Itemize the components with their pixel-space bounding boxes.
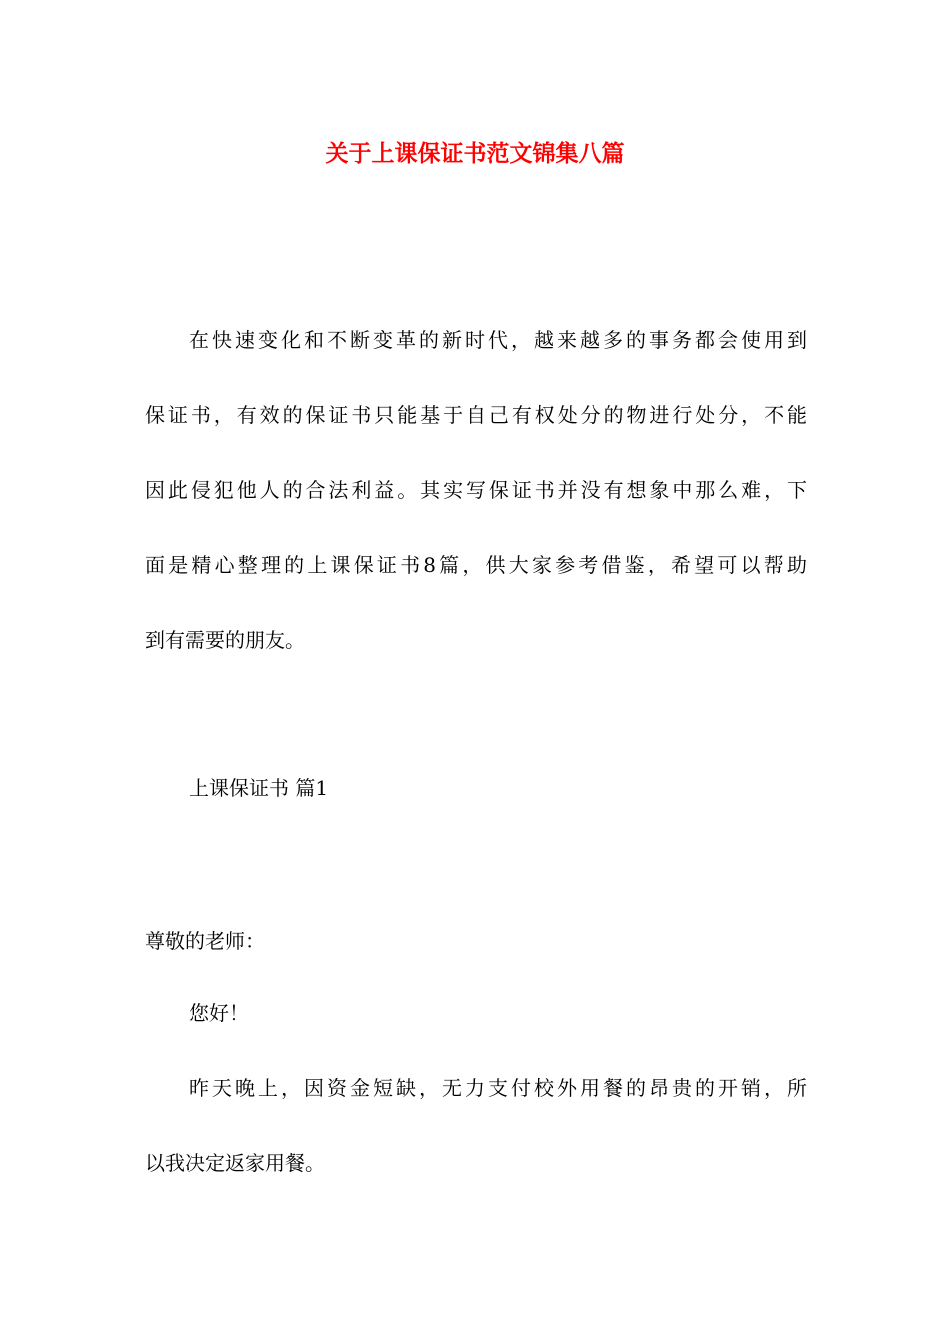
document-title: 关于上课保证书范文锦集八篇	[325, 140, 625, 167]
section-heading: 上课保证书 篇1	[189, 776, 329, 800]
greeting: 您好！	[189, 1001, 249, 1025]
intro-line-4: 面是精心整理的上课保证书8篇，供大家参考借鉴，希望可以帮助	[145, 553, 807, 577]
intro-line-3: 因此侵犯他人的合法利益。其实写保证书并没有想象中那么难，下	[145, 478, 807, 502]
intro-line-2: 保证书，有效的保证书只能基于自己有权处分的物进行处分，不能	[145, 403, 807, 427]
intro-line-1: 在快速变化和不断变革的新时代，越来越多的事务都会使用到	[189, 328, 807, 352]
body-line-1: 昨天晚上，因资金短缺，无力支付校外用餐的昂贵的开销，所	[189, 1076, 807, 1100]
salutation: 尊敬的老师：	[145, 929, 265, 953]
body-line-2: 以我决定返家用餐。	[145, 1151, 325, 1175]
intro-line-5: 到有需要的朋友。	[145, 628, 305, 652]
